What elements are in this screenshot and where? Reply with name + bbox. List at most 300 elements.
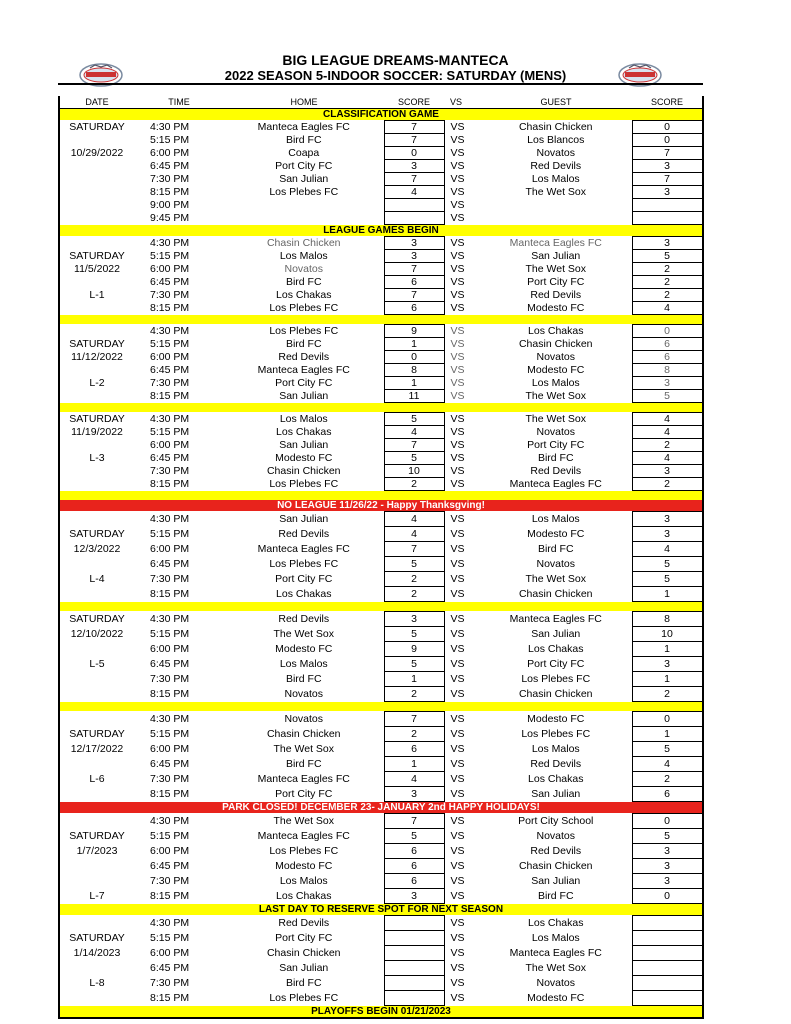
home-score: 2 [384,587,444,602]
section-banner [60,109,702,121]
home-team: Los Chakas [276,588,332,600]
guest-score: 6 [632,787,702,802]
guest-score: 7 [632,173,702,186]
guest-team: Manteca Eagles FC [509,237,602,249]
home-score: 6 [384,844,444,859]
table-row [60,186,702,199]
table-row [60,727,702,742]
guest-score: 5 [632,557,702,572]
schedule-table [60,96,703,1019]
vs-label: VS [450,728,465,740]
guest-team: Los Chakas [528,643,584,655]
home-team: Red Devils [278,613,330,625]
table-bottom-rule [60,1018,702,1019]
guest-team: The Wet Sox [525,962,586,974]
vs-label: VS [450,962,465,974]
separator-fill [60,315,702,325]
home-score: 5 [384,657,444,672]
home-team: Manteca Eagles FC [257,121,350,133]
guest-team: Red Devils [530,160,582,172]
home-score: 4 [384,512,444,527]
home-team: San Julian [279,513,329,525]
guest-team: Chasin Chicken [518,588,593,600]
home-score: 3 [384,612,444,627]
guest-score [632,199,702,212]
game-date: SATURDAY [69,413,125,425]
game-time: 6:45 PM [150,758,190,770]
game-time: 9:00 PM [150,199,190,211]
section-separator [60,702,702,712]
guest-score: 5 [632,250,702,263]
game-date: L-1 [89,289,105,301]
vs-label: VS [450,890,465,902]
game-date: L-6 [89,773,105,785]
home-score [384,946,444,961]
vs-label: VS [450,613,465,625]
guest-score: 8 [632,612,702,627]
guest-team: Los Malos [531,932,580,944]
game-time: 6:45 PM [150,860,190,872]
guest-team: Manteca Eagles FC [509,947,602,959]
table-row [60,289,702,302]
table-row [60,478,702,491]
home-score: 5 [384,829,444,844]
table-row [60,426,702,439]
table-row [60,572,702,587]
game-time: 7:30 PM [150,465,190,477]
table-row [60,364,702,377]
game-date [60,478,134,491]
vs-label: VS [450,452,465,464]
game-date: SATURDAY [69,728,125,740]
vs-label: VS [450,875,465,887]
home-score: 3 [384,889,444,904]
vs-label: VS [450,528,465,540]
vs-label: VS [450,364,465,376]
alert-banner [60,802,702,814]
guest-team: Novatos [536,977,576,989]
vs-label: VS [450,932,465,944]
vs-label: VS [450,588,465,600]
game-time: 6:00 PM [150,439,190,451]
section-banner [60,1006,702,1019]
home-team: Novatos [284,713,324,725]
guest-score: 0 [632,889,702,904]
guest-team: Bird FC [537,890,574,902]
home-team: Bird FC [285,758,322,770]
game-time: 6:45 PM [150,452,190,464]
home-score: 2 [384,572,444,587]
home-score: 0 [384,147,444,160]
table-row [60,976,702,991]
game-time: 8:15 PM [150,992,190,1004]
guest-team: Los Blancos [527,134,585,146]
game-date: SATURDAY [69,338,125,350]
guest-score: 0 [632,712,702,727]
game-date [60,212,134,225]
game-date: SATURDAY [69,250,125,262]
col-guest: GUEST [480,96,632,109]
section-banner [60,225,702,237]
guest-score: 1 [632,672,702,687]
home-score: 6 [384,302,444,315]
home-score: 3 [384,250,444,263]
vs-label: VS [450,439,465,451]
game-time: 6:45 PM [150,160,190,172]
home-team: The Wet Sox [273,743,334,755]
home-team: Los Malos [279,413,328,425]
game-date [60,302,134,315]
game-time: 7:30 PM [150,173,190,185]
game-time: 5:15 PM [150,250,190,262]
vs-label: VS [450,558,465,570]
home-score: 5 [384,452,444,465]
vs-label: VS [450,758,465,770]
guest-team: Los Plebes FC [521,728,591,740]
home-team: Chasin Chicken [266,947,341,959]
home-score: 4 [384,426,444,439]
guest-score: 1 [632,727,702,742]
home-score: 1 [384,672,444,687]
home-score: 4 [384,186,444,199]
table-row [60,263,702,276]
table-row [60,642,702,657]
vs-label: VS [450,643,465,655]
vs-label: VS [450,713,465,725]
guest-score: 3 [632,512,702,527]
guest-score: 4 [632,302,702,315]
game-time: 6:00 PM [150,845,190,857]
guest-team: San Julian [531,875,581,887]
guest-score: 4 [632,413,702,426]
vs-label: VS [450,263,465,275]
guest-score: 0 [632,121,702,134]
guest-team: The Wet Sox [525,413,586,425]
home-score: 5 [384,413,444,426]
table-row [60,134,702,147]
table-row [60,452,702,465]
vs-label: VS [450,658,465,670]
separator-fill [60,602,702,612]
game-date: 11/12/2022 [71,351,123,363]
home-team: Red Devils [278,528,330,540]
banner-text: NO LEAGUE 11/26/22 - Happy Thanksgving! [60,500,702,512]
guest-team: Novatos [536,351,576,363]
guest-score: 5 [632,390,702,403]
guest-team: Port City FC [527,276,585,288]
vs-label: VS [450,160,465,172]
home-team: Port City FC [275,160,333,172]
guest-score: 6 [632,338,702,351]
home-team: Modesto FC [275,643,333,655]
guest-score [632,976,702,991]
game-time: 8:15 PM [150,688,190,700]
home-team: Modesto FC [275,452,333,464]
col-time: TIME [134,96,224,109]
home-score [384,916,444,931]
game-date: 12/17/2022 [70,743,124,755]
game-time: 5:15 PM [150,426,190,438]
table-row [60,302,702,315]
vs-label: VS [450,573,465,585]
game-time: 4:30 PM [150,713,190,725]
guest-team: The Wet Sox [525,263,586,275]
home-team: Red Devils [278,917,330,929]
game-date [60,186,134,199]
game-time: 6:00 PM [150,743,190,755]
guest-team: San Julian [531,250,581,262]
col-vs: VS [444,96,480,109]
home-score [384,961,444,976]
game-time: 7:30 PM [150,573,190,585]
home-team: Los Plebes FC [269,478,339,490]
table-row [60,742,702,757]
table-row [60,889,702,904]
game-time: 6:00 PM [150,947,190,959]
table-row [60,657,702,672]
guest-team: Red Devils [530,465,582,477]
game-time: 6:00 PM [150,263,190,275]
home-score: 1 [384,757,444,772]
guest-score: 2 [632,439,702,452]
table-row [60,237,702,250]
vs-label: VS [450,478,465,490]
game-date [60,991,134,1006]
guest-team: Los Malos [531,743,580,755]
home-team: The Wet Sox [273,815,334,827]
table-row [60,991,702,1006]
home-score [384,976,444,991]
vs-label: VS [450,173,465,185]
guest-team: Port City School [518,815,594,827]
home-score [384,991,444,1006]
schedule-frame [58,96,704,1019]
home-team: Novatos [284,263,324,275]
home-team: Los Plebes FC [269,302,339,314]
table-row [60,672,702,687]
vs-label: VS [450,830,465,842]
guest-score: 2 [632,276,702,289]
vs-label: VS [450,338,465,350]
game-time: 4:30 PM [150,413,190,425]
game-date [60,757,134,772]
table-row [60,465,702,478]
game-date: SATURDAY [69,830,125,842]
guest-team: Chasin Chicken [518,121,593,133]
table-row [60,439,702,452]
game-date [60,134,134,147]
table-row [60,512,702,527]
table-row [60,390,702,403]
home-team: Red Devils [278,351,330,363]
home-score: 8 [384,364,444,377]
guest-team: Manteca Eagles FC [509,613,602,625]
guest-score: 4 [632,542,702,557]
table-row [60,612,702,627]
vs-label: VS [450,628,465,640]
game-time: 4:30 PM [150,237,190,249]
game-time: 6:45 PM [150,558,190,570]
home-score: 1 [384,377,444,390]
table-row [60,687,702,702]
guest-score: 3 [632,844,702,859]
banner-text: LEAGUE GAMES BEGIN [60,225,702,237]
vs-label: VS [450,465,465,477]
home-team: Port City FC [275,932,333,944]
table-row [60,527,702,542]
table-row [60,212,702,225]
game-date [60,173,134,186]
guest-score: 2 [632,772,702,787]
game-date [60,859,134,874]
game-date: 1/14/2023 [73,947,121,959]
guest-team: Chasin Chicken [518,860,593,872]
guest-team: Red Devils [530,758,582,770]
game-date [60,672,134,687]
guest-score [632,946,702,961]
home-team: Los Plebes FC [269,558,339,570]
guest-team: San Julian [531,788,581,800]
vs-label: VS [450,743,465,755]
game-time: 5:15 PM [150,830,190,842]
game-date: 11/5/2022 [74,263,120,275]
section-banner [60,904,702,916]
game-date [60,712,134,727]
guest-team: Los Malos [531,377,580,389]
game-time: 8:15 PM [150,890,190,902]
banner-text: LAST DAY TO RESERVE SPOT FOR NEXT SEASON [60,904,702,916]
column-header-row [60,96,702,109]
home-score: 0 [384,351,444,364]
game-date [60,961,134,976]
vs-label: VS [450,199,465,211]
home-score: 7 [384,814,444,829]
table-row [60,916,702,931]
home-team: Port City FC [275,573,333,585]
guest-team: Bird FC [537,452,574,464]
vs-label: VS [450,134,465,146]
vs-label: VS [450,212,465,224]
home-score: 7 [384,134,444,147]
bottom-rule [60,1018,702,1019]
game-time: 8:15 PM [150,186,190,198]
game-date: SATURDAY [69,613,125,625]
guest-score: 5 [632,829,702,844]
vs-label: VS [450,237,465,249]
home-team: Los Chakas [276,289,332,301]
game-time: 7:30 PM [150,977,190,989]
separator-fill [60,403,702,413]
table-row [60,199,702,212]
home-score [384,212,444,225]
table-row [60,325,702,338]
table-row [60,557,702,572]
guest-team: Novatos [536,558,576,570]
game-date [60,916,134,931]
section-separator [60,602,702,612]
game-date [60,587,134,602]
table-row [60,542,702,557]
home-score: 1 [384,338,444,351]
home-score: 6 [384,859,444,874]
table-row [60,627,702,642]
game-date [60,325,134,338]
home-score: 7 [384,439,444,452]
home-team: San Julian [279,962,329,974]
game-date [60,390,134,403]
game-date: 10/29/2022 [70,147,124,159]
game-time: 5:15 PM [150,728,190,740]
guest-score: 2 [632,289,702,302]
guest-team: Novatos [536,147,576,159]
game-time: 4:30 PM [150,513,190,525]
table-row [60,250,702,263]
vs-label: VS [450,276,465,288]
game-time: 6:00 PM [150,643,190,655]
separator-fill [60,491,702,501]
game-date [60,642,134,657]
guest-score: 4 [632,757,702,772]
game-date [60,787,134,802]
home-team: Los Plebes FC [269,845,339,857]
guest-team: Los Chakas [528,773,584,785]
game-time: 5:15 PM [150,528,190,540]
table-row [60,587,702,602]
guest-score [632,212,702,225]
home-score: 10 [384,465,444,478]
guest-score: 2 [632,687,702,702]
guest-team: Modesto FC [527,364,585,376]
guest-score: 3 [632,377,702,390]
page-title: BIG LEAGUE DREAMS-MANTECA [282,52,509,68]
game-date [60,199,134,212]
schedule-body [60,109,702,1020]
home-team: The Wet Sox [273,628,334,640]
home-score: 7 [384,121,444,134]
guest-team: Chasin Chicken [518,688,593,700]
game-date [60,465,134,478]
guest-team: Modesto FC [527,992,585,1004]
vs-label: VS [450,977,465,989]
guest-team: Los Chakas [528,325,584,337]
home-team: Los Malos [279,658,328,670]
guest-team: Port City FC [527,658,585,670]
game-time: 8:15 PM [150,478,190,490]
home-score: 5 [384,557,444,572]
game-time: 5:15 PM [150,134,190,146]
guest-team [480,199,632,212]
table-row [60,772,702,787]
page-subtitle: 2022 SEASON 5-INDOOR SOCCER: SATURDAY (MENS) [224,68,567,83]
home-score: 6 [384,276,444,289]
game-time: 8:15 PM [150,390,190,402]
vs-label: VS [450,992,465,1004]
game-date: 11/19/2022 [71,426,123,438]
vs-label: VS [450,302,465,314]
table-row [60,757,702,772]
game-date: 1/7/2023 [76,845,118,857]
home-score: 7 [384,263,444,276]
game-time: 4:30 PM [150,121,190,133]
guest-team: The Wet Sox [525,186,586,198]
table-row [60,814,702,829]
guest-score: 7 [632,147,702,160]
guest-score: 6 [632,351,702,364]
game-date: L-3 [89,452,105,464]
guest-team: Modesto FC [527,713,585,725]
game-date: SATURDAY [69,121,125,133]
game-time: 4:30 PM [150,815,190,827]
